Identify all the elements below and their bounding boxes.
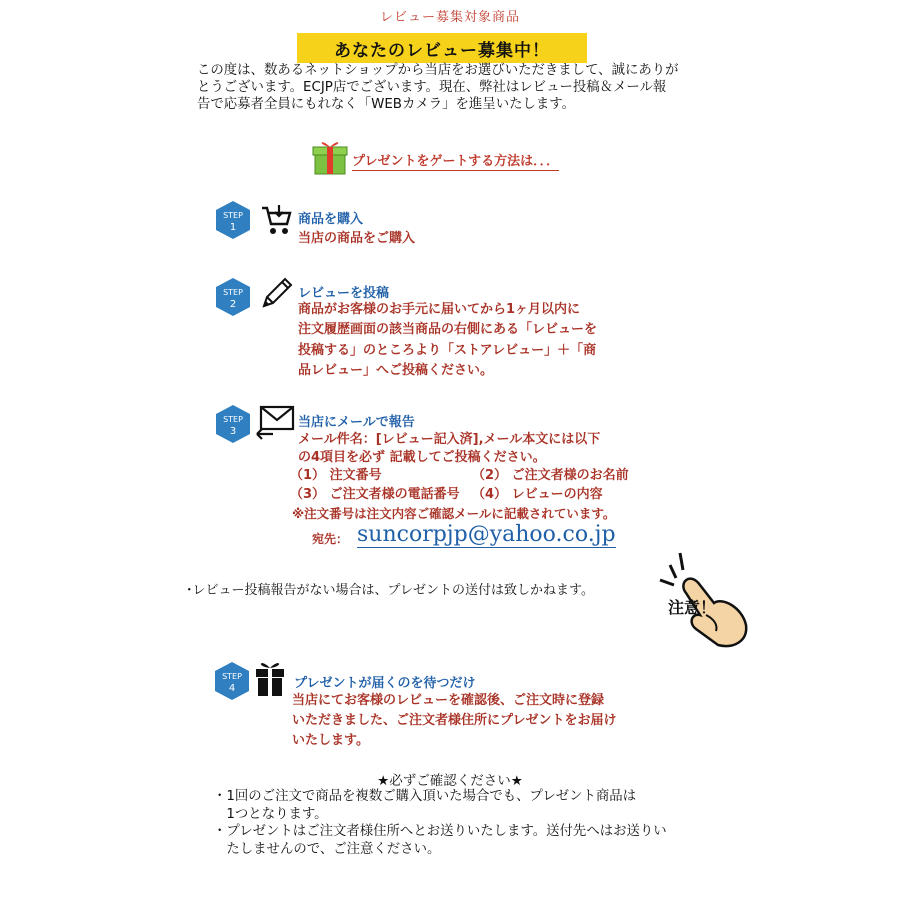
confirm-notes xyxy=(213,788,733,858)
svg-text:注意！: 注意！ xyxy=(668,598,717,617)
step-3-item-2: （2） ご注文者様のお名前 xyxy=(472,468,629,483)
intro-line: とうございます。ECJP店でございます。現在、弊社はレビュー投稿＆メール報 xyxy=(197,80,667,95)
confirm-title: ★必ずご確認ください★ xyxy=(377,773,523,789)
step-4-title: プレゼントが届くのを待つだけ xyxy=(294,676,476,691)
step-1-badge xyxy=(213,200,253,240)
step-2-line: 注文履歴画面の該当商品の右側にある「レビューを xyxy=(298,322,598,337)
confirm-line: ・1回のご注文で商品を複数ご購入頂いた場合でも、プレゼント商品は xyxy=(213,789,637,804)
svg-text:4: 4 xyxy=(228,683,236,694)
step-1-title: 商品を購入 xyxy=(298,212,364,227)
email-label: 宛先： xyxy=(312,532,349,546)
step-4-badge xyxy=(212,661,252,701)
gift-icon xyxy=(253,658,287,698)
warning-text: ･レビュー投稿報告がない場合は、プレゼントの送付は致しかねます。 xyxy=(186,583,594,598)
step-3-item-3: （3） ご注文者様の電話番号 xyxy=(290,487,460,502)
intro-line: この度は、数あるネットショップから当店をお選びいただきまして、誠にありが xyxy=(197,63,679,78)
step-3-line: メール件名：[レビュー記入済],メール本文には以下 xyxy=(298,432,601,447)
svg-text:STEP: STEP xyxy=(223,211,243,220)
step-3-item-1: （1） 注文番号 xyxy=(290,468,382,483)
step-4-line: いたします。 xyxy=(292,733,369,748)
step-3-badge xyxy=(213,404,253,444)
step-3-item-4: （4） レビューの内容 xyxy=(472,487,603,502)
intro-paragraph xyxy=(197,62,717,113)
intro-line: 告で応募者全員にもれなく「WEBカメラ」を進呈いたします。 xyxy=(197,97,575,112)
email-address-link[interactable]: suncorpjp@yahoo.co.jp xyxy=(357,522,616,547)
confirm-line: たしませんので、ご注意ください。 xyxy=(213,841,441,857)
gift-box-icon xyxy=(311,138,349,176)
step-2-line: 品レビュー」へご投稿ください。 xyxy=(298,363,494,378)
pencil-icon xyxy=(258,276,294,312)
svg-text:STEP: STEP xyxy=(223,415,243,424)
step-3-line: の4項目を必ず 記載してご投稿ください。 xyxy=(298,450,546,465)
step-2-badge xyxy=(213,277,253,317)
step-2-line: 商品がお客様のお手元に届いてから1ヶ月以内に xyxy=(298,302,581,317)
top-title: レビュー募集対象商品 xyxy=(379,10,520,25)
step-1-text: 当店の商品をご購入 xyxy=(298,231,416,246)
banner-title: あなたのレビュー募集中！ xyxy=(334,41,550,61)
confirm-line: 1つとなります。 xyxy=(213,806,328,822)
step-4-line: 当店にてお客様のレビューを確認後、ご注文時に登録 xyxy=(292,693,605,708)
svg-text:1: 1 xyxy=(229,222,237,233)
confirm-line: ・プレゼントはご注文者様住所へとお送りいたします。送付先へはお送りい xyxy=(213,824,667,839)
step-3-note: ※注文番号は注文内容ご確認メールに記載されています。 xyxy=(292,506,616,521)
svg-text:3: 3 xyxy=(229,426,237,437)
svg-text:2: 2 xyxy=(229,299,237,310)
svg-text:STEP: STEP xyxy=(222,672,242,681)
shopping-cart-icon xyxy=(260,204,294,236)
svg-text:STEP: STEP xyxy=(223,288,243,297)
step-3-title: 当店にメールで報告 xyxy=(298,415,415,430)
step-4-line: いただきました、ご注文者様住所にプレゼントをお届け xyxy=(292,713,617,728)
step-2-line: 投稿する」のところより「ストアレビュー」＋「商 xyxy=(298,343,597,358)
gift-method-heading: プレゼントをゲートする方法は．．． xyxy=(352,150,559,171)
mail-icon xyxy=(255,404,295,440)
step-2-title: レビューを投稿 xyxy=(298,286,390,301)
caution-pointing-hand-icon xyxy=(656,545,756,655)
